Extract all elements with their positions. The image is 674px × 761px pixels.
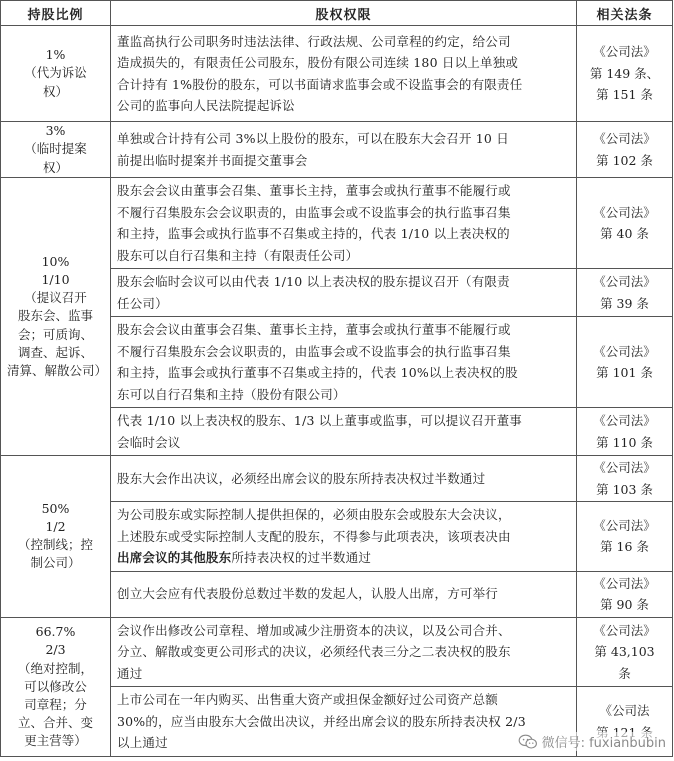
rights-cell (111, 502, 577, 572)
ratio-line: 权） (42, 83, 68, 99)
rights-line: 单独或合计持有公司 3%以上股份的股东，可以在股东大会召开 10 日 (117, 131, 509, 146)
rights-line: 前提出临时提案并书面提交董事会 (117, 152, 308, 168)
law-line: 第 151 条 (596, 87, 653, 103)
ratio-line: 更主营等） (24, 733, 87, 749)
rights-cell (111, 687, 577, 757)
ratio-line: 2/3 (45, 642, 66, 658)
ratio-line: 立、合并、变 (17, 714, 93, 730)
law-line: 第 149 条、 (589, 65, 660, 81)
ratio-line: 10% (41, 254, 70, 270)
rights-line: 股东会临时会议可以由代表 1/10 以上表决权的股东提议召开（有限责 (117, 274, 510, 289)
law-line: 《公司法》 (593, 204, 656, 220)
ratio-line: 会；可质询、 (17, 326, 93, 342)
law-cell (577, 269, 673, 317)
header-ratio: 持股比例 (1, 1, 111, 26)
rights-cell (111, 269, 577, 317)
rights-line: 通过 (117, 665, 143, 681)
rights-line: 会临时会议 (117, 434, 181, 450)
rights-cell (111, 178, 577, 269)
law-line: 《公司法 (599, 703, 650, 718)
rights-line: 东可以自行召集和主持（股份有限公司） (117, 386, 346, 402)
rights-line: 不履行召集股东会会议职责的，由监事会或不设监事会的执行监事召集 (117, 204, 511, 220)
law-line: 第 40 条 (600, 226, 649, 241)
ratio-line: 66.7% (35, 624, 76, 640)
ratio-line: 司章程；分 (24, 696, 87, 712)
ratio-cell-10pct (1, 178, 111, 456)
law-line: 《公司法》 (593, 460, 656, 475)
rights-cell (111, 26, 577, 122)
ratio-line: （绝对控制， (17, 660, 93, 676)
rights-line: 分立、解散或变更公司形式的决议，必须经代表三分之二表决权的股东 (117, 644, 511, 659)
rights-line: 代表 1/10 以上表决权的股东、1/3 以上董事或监事，可以提议召开董事 (117, 413, 523, 428)
table-row (1, 26, 673, 122)
ratio-line: 1% (45, 47, 66, 63)
law-line: 第 43,103 (594, 644, 655, 659)
ratio-line: 1/2 (45, 519, 66, 535)
rights-line: 股东会会议由董事会召集、董事长主持，董事会或执行董事不能履行或 (117, 322, 511, 337)
rights-cell (111, 408, 577, 456)
ratio-cell-66pct (1, 617, 111, 757)
rights-line: 30%的，应当由股东大会做出决议，并经出席会议的股东所持表决权 2/3 (117, 713, 526, 729)
law-line: 第 16 条 (600, 539, 649, 555)
law-line: 第 90 条 (600, 597, 649, 612)
watermark-text: 微信号: fuxianbubin (541, 736, 666, 751)
ratio-line: 制公司） (30, 555, 81, 571)
table-row (1, 456, 673, 502)
rights-line (117, 547, 570, 569)
ratio-line: 可以修改公 (24, 678, 87, 694)
law-line: 《公司法》 (593, 517, 656, 533)
law-cell (577, 122, 673, 178)
rights-line: 和主持，监事会或执行监事不召集或主持的，代表 1/10 以上表决权的 (117, 226, 510, 241)
table-row (1, 122, 673, 178)
ratio-cell-50pct (1, 456, 111, 618)
law-cell (577, 617, 673, 687)
table-row (1, 617, 673, 687)
law-cell (577, 571, 673, 617)
rights-cell (111, 617, 577, 687)
law-line: 《公司法》 (593, 413, 656, 428)
header-law: 相关法条 (577, 1, 673, 26)
rights-line: 董监高执行公司职务时违法法律、行政法规、公司章程的约定，给公司 (117, 33, 511, 49)
ratio-cell-3pct (1, 122, 111, 178)
rights-line: 上市公司在一年内购买、出售重大资产或担保金额好过公司资产总额 (117, 692, 499, 708)
law-line: 《公司法》 (593, 131, 656, 146)
ratio-line: 1/10 (41, 272, 70, 288)
wechat-watermark (518, 732, 666, 751)
law-line: 第 110 条 (596, 434, 653, 450)
rights-line: 合计持有 1%股份的股东，可以书面请求监事会或不设监事会的有限责任 (117, 76, 523, 92)
law-line: 《公司法》 (593, 274, 656, 289)
ratio-line: 股东会、监事 (17, 308, 93, 324)
law-line: 《公司法》 (593, 622, 656, 638)
ratio-line: 调查、起诉、 (17, 344, 93, 360)
law-line: 第 39 条 (600, 295, 649, 311)
ratio-line: （提议召开 (24, 290, 87, 306)
rights-cell (111, 456, 577, 502)
rights-line: 和主持，监事会或执行董事不召集或主持的，代表 10%以上表决权的股 (117, 365, 518, 380)
rights-line: 创立大会应有代表股份总数过半数的发起人，认股人出席，方可举行 (117, 586, 499, 602)
rights-line: 会议作出修改公司章程、增加或减少注册资本的决议，以及公司合并、 (117, 622, 511, 638)
law-line: 《公司法》 (593, 44, 656, 60)
law-cell (577, 408, 673, 456)
law-cell (577, 456, 673, 502)
law-cell (577, 502, 673, 572)
law-line: 条 (618, 665, 631, 681)
rights-line: 股东会会议由董事会召集、董事长主持，董事会或执行董事不能履行或 (117, 183, 511, 198)
ratio-line: 清算、解散公司） (7, 362, 108, 378)
rights-line: 上述股东或受实际控制人支配的股东，不得参与此项表决，该项表决由 (117, 528, 511, 544)
header-row (1, 1, 673, 26)
ratio-line: （控制线；控 (17, 537, 93, 553)
header-rights: 股权权限 (111, 1, 577, 26)
rights-line: 公司的监事向人民法院提起诉讼 (117, 98, 295, 113)
law-line: 第 102 条 (596, 152, 653, 168)
table-row (1, 178, 673, 269)
law-cell (577, 317, 673, 408)
law-line: 《公司法》 (593, 343, 656, 359)
emphasis-text: 出席会议的其他股东 (117, 550, 232, 565)
ratio-line: 3% (45, 123, 66, 139)
rights-cell (111, 317, 577, 408)
ratio-line: （临时提案 (24, 141, 87, 157)
rights-line: 造成损失的，有限责任公司股东，股份有限公司连续 180 日以上单独或 (117, 55, 519, 70)
rights-line: 为公司股东或实际控制人提供担保的，必须由股东会或股东大会决议， (117, 507, 511, 522)
rights-cell (111, 571, 577, 617)
ratio-line: 权） (42, 159, 68, 175)
law-cell (577, 26, 673, 122)
law-cell (577, 178, 673, 269)
law-line: 《公司法》 (593, 575, 656, 591)
wechat-icon (518, 734, 538, 750)
law-line: 第 103 条 (596, 481, 653, 497)
rights-cell (111, 122, 577, 178)
rights-text: 所持表决权的过半数通过 (231, 550, 372, 565)
ratio-line: （代为诉讼 (24, 65, 87, 81)
rights-line: 股东可以自行召集和主持（有限责任公司） (117, 247, 359, 263)
rights-line: 任公司） (117, 295, 168, 311)
ratio-line: 50% (41, 501, 70, 516)
ratio-cell-1pct (1, 26, 111, 122)
law-line: 第 101 条 (596, 365, 653, 380)
rights-line: 股东大会作出决议，必须经出席会议的股东所持表决权过半数通过 (117, 470, 486, 486)
rights-line: 以上通过 (117, 735, 168, 751)
rights-line: 不履行召集股东会会议职责的，由监事会或不设监事会的执行监事召集 (117, 343, 511, 359)
